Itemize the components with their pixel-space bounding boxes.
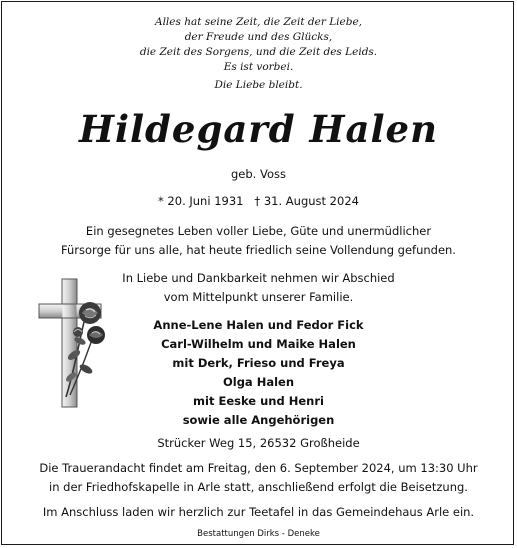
mourner-line: mit Derk, Frieso und Freya — [172, 356, 345, 370]
poem-closing: Die Liebe bleibt. — [214, 79, 303, 91]
mourner-line: Olga Halen — [222, 375, 295, 389]
farewell-line: In Liebe und Dankbarkeit nehmen wir Abschied — [122, 271, 395, 285]
mourner-line: mit Eeske und Henri — [193, 394, 324, 408]
tribute-line: Fürsorge für uns alle, hat heute friedlich seine Vollendung gefunden. — [61, 243, 456, 257]
poem-line: der Freude und des Glücks, — [184, 31, 333, 43]
tribute-text — [0, 222, 517, 260]
farewell-line: vom Mittelpunkt unserer Familie. — [163, 290, 354, 304]
service-line: Die Trauerandacht findet am Freitag, den 6. September 2024, um 13:30 Uhr — [39, 461, 478, 475]
poem-line: die Zeit des Sorgens, und die Zeit des Leids. — [139, 46, 378, 58]
poem-quote — [0, 15, 517, 75]
family-address: Strücker Weg 15, 26532 Großheide — [157, 436, 360, 450]
life-dates: * 20. Juni 1931 † 31. August 2024 — [158, 194, 359, 208]
poem-line: Alles hat seine Zeit, die Zeit der Liebe, — [154, 16, 363, 28]
mourner-line: Anne-Lene Halen und Fedor Fick — [153, 318, 364, 332]
mourner-line: Carl-Wilhelm und Maike Halen — [161, 337, 356, 351]
funeral-home: Bestattungen Dirks - Deneke — [197, 529, 320, 539]
birth-name: geb. Voss — [231, 167, 286, 181]
reception-invitation: Im Anschluss laden wir herzlich zur Teetafel in das Gemeindehaus Arle ein. — [42, 505, 475, 519]
service-notice — [0, 459, 517, 497]
tribute-line: Ein gesegnetes Leben voller Liebe, Güte und unermüdlicher — [85, 224, 432, 238]
deceased-name: Hildegard Halen — [78, 107, 438, 151]
mourner-line: sowie alle Angehörigen — [182, 413, 335, 427]
mourners-list — [0, 316, 517, 430]
service-line: in der Friedhofskapelle in Arle statt, anschließend erfolgt die Beisetzung. — [49, 480, 468, 494]
poem-line: Es ist vorbei. — [223, 61, 294, 73]
